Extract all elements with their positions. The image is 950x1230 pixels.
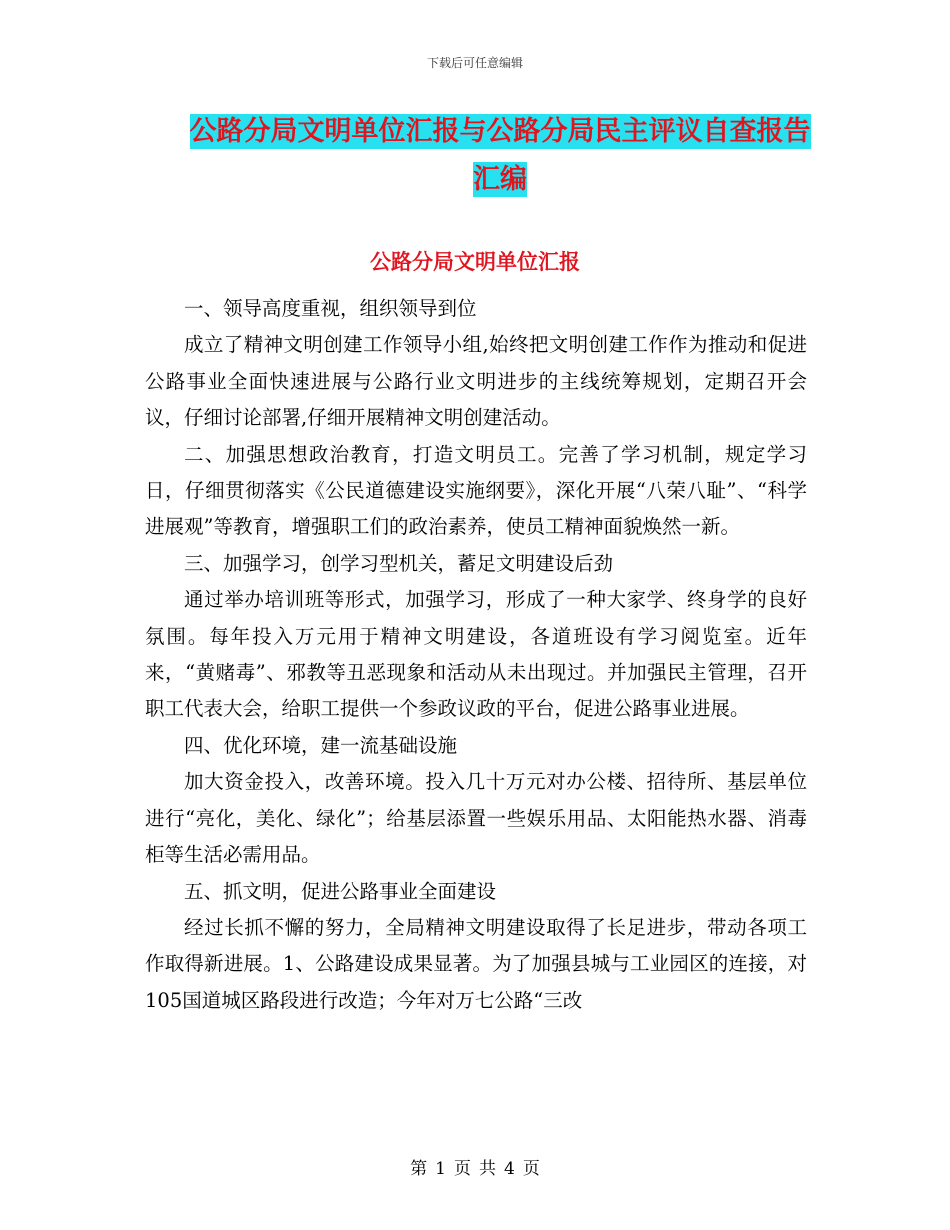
page-label-suffix: 页 [522, 1159, 540, 1179]
paragraph: 加大资金投入，改善环境。投入几十万元对办公楼、招待所、基层单位进行“亮化，美化、绿化”；给基层添置一些娱乐用品、太阳能热水器、消毒柜等生活必需用品。 [145, 770, 807, 867]
page-label-mid2: 共 [479, 1159, 496, 1179]
paragraph-heading-5: 五、抓文明，促进公路事业全面建设 [184, 879, 497, 903]
document-title-line-2: 汇编 [473, 164, 527, 195]
page-label-prefix: 第 [410, 1159, 428, 1179]
page-label-mid1: 页 [454, 1159, 471, 1179]
document-title [150, 108, 850, 204]
page-number-total: 4 [504, 1159, 515, 1179]
document-title-line-1: 公路分局文明单位汇报与公路分局民主评议自查报告 [189, 116, 811, 147]
paragraph: 经过长抓不懈的努力，全局精神文明建设取得了长足进步，带动各项工作取得新进展。1、公路建设成果显著。为了加强县城与工业园区的连接，对105国道城区路段进行改造；今年对万七公路“三改 [145, 915, 807, 1012]
paragraph-heading-3: 三、加强学习，创学习型机关，蓄足文明建设后劲 [184, 551, 614, 575]
page-number-current: 1 [435, 1159, 446, 1179]
page-footer [0, 1154, 950, 1179]
paragraph: 二、加强思想政治教育，打造文明员工。完善了学习机制，规定学习日，仔细贯彻落实《公民道德建设实施纲要》，深化开展“八荣八耻”、“科学进展观”等教育，增强职工们的政治素养，使员工精神面貌焕然一新。 [145, 442, 807, 539]
paragraph-heading-1: 一、领导高度重视，组织领导到位 [184, 297, 477, 320]
paragraph: 通过举办培训班等形式，加强学习，形成了一种大家学、终身学的良好氛围。每年投入万元用于精神文明建设，各道班设有学习阅览室。近年来，“黄赌毒”、邪教等丑恶现象和活动从未出现过。并加强民主管理，召开职工代表大会，给职工提供一个参政议政的平台，促进公路事业进展。 [145, 588, 807, 721]
section-title: 公路分局文明单位汇报 [370, 250, 580, 274]
document-body [145, 291, 807, 1019]
paragraph-heading-4: 四、优化环境，建一流基础设施 [184, 733, 458, 757]
paragraph: 成立了精神文明创建工作领导小组,始终把文明创建工作作为推动和促进公路事业全面快速进展与公路行业文明进步的主线统筹规划，定期召开会议，仔细讨论部署,仔细开展精神文明创建活动。 [145, 333, 807, 430]
download-note: 下载后可任意编辑 [426, 56, 523, 70]
